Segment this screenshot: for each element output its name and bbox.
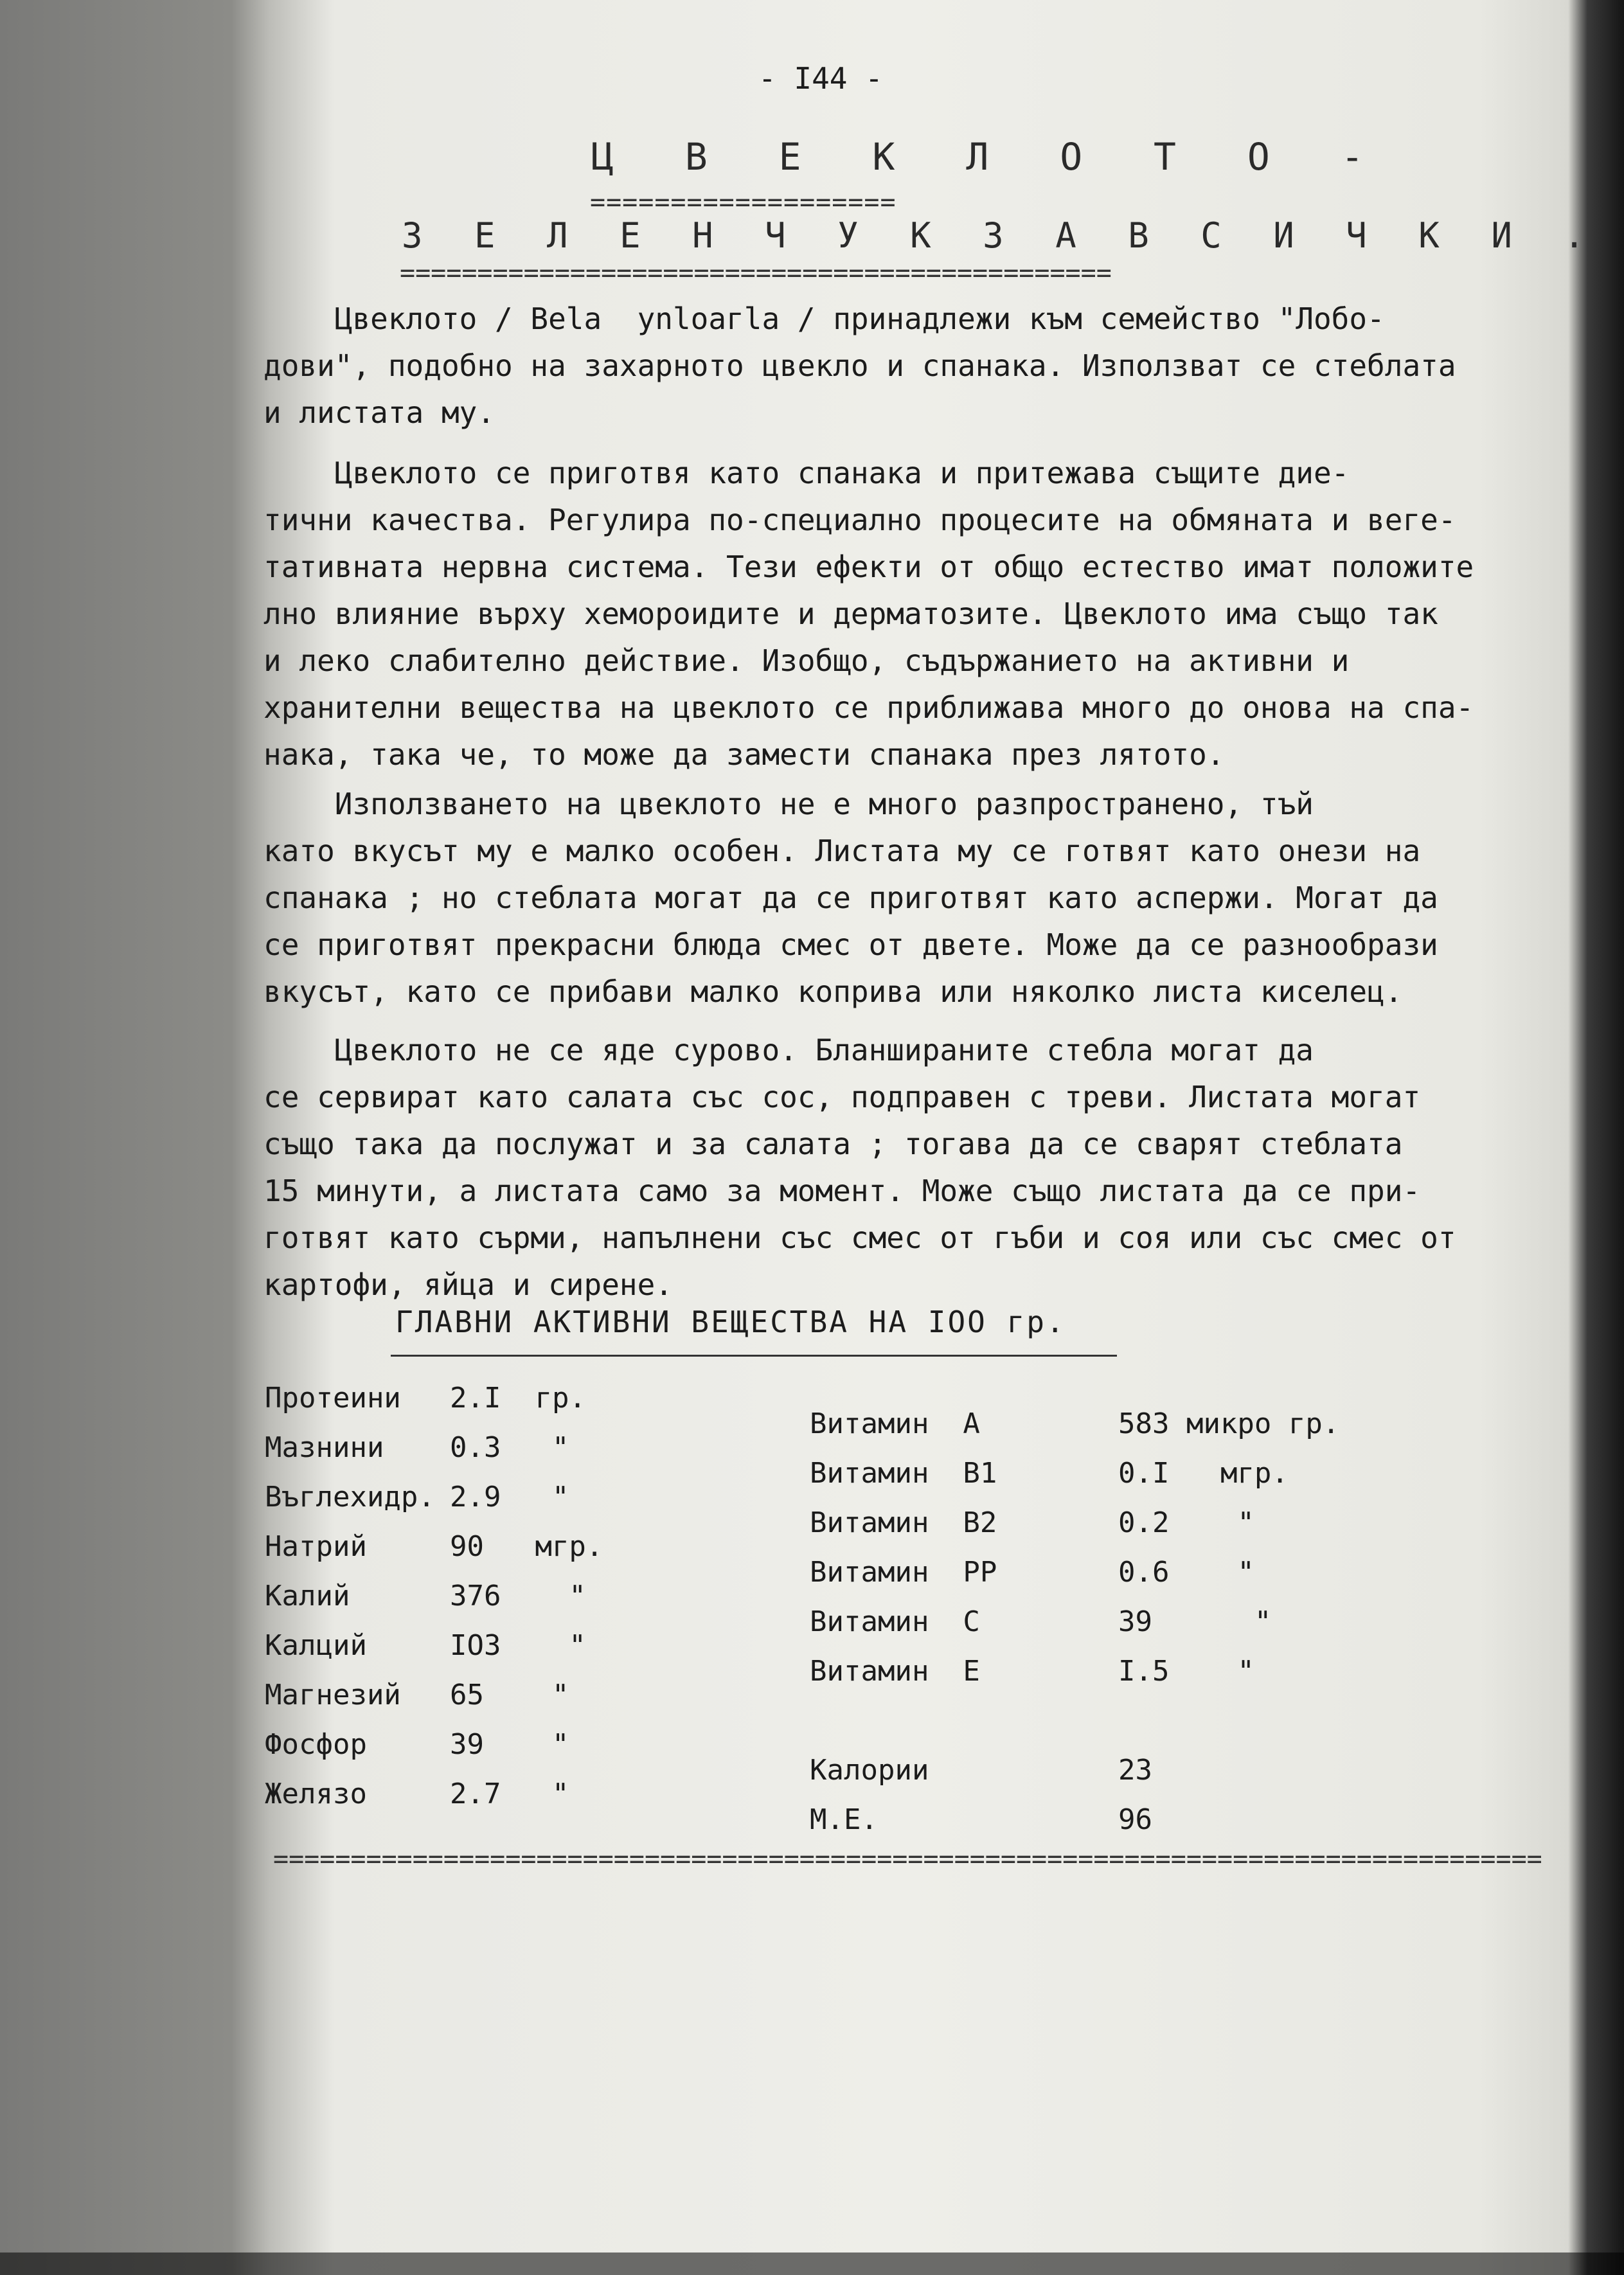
vitamin-value-row: 0.6 ": [1118, 1556, 1254, 1589]
vitamin-name-row: Витамин Е: [810, 1655, 980, 1688]
vitamin-value-row: 0.I мгр.: [1118, 1457, 1289, 1490]
vitamin-value-row: I.5 ": [1118, 1655, 1254, 1688]
vitamin-name-row: Витамин С: [810, 1605, 980, 1638]
vitamin-value-row: 96: [1118, 1803, 1152, 1836]
nutrient-name-row: Натрий: [265, 1530, 367, 1563]
vitamin-value-row: 39 ": [1118, 1605, 1272, 1638]
nutrient-value-row: 376 ": [450, 1580, 586, 1612]
title-underline-2: ==============================================: [400, 258, 1112, 288]
vitamin-name-row: Витамин РР: [810, 1556, 997, 1589]
title-line-2: З Е Л Е Н Ч У К З А В С И Ч К И .: [402, 215, 1600, 256]
page-number: - I44 -: [758, 61, 883, 96]
bleed-through-text: [0, 212, 257, 2204]
title-underline-1: ===================: [590, 188, 897, 217]
vitamin-name-row: Витамин В2: [810, 1506, 997, 1539]
paragraph-2: Цвеклото се приготвя като спанака и притежава същите дие- тични качества. Регулира по-специално процесите на обмяната и веге- тативната нервна система. Тези ефекти от общо естество имат положите лно влияние върху хемороидите и дерматозите. Цвеклото има също так и леко слабително действие. Изобщо, съдържанието на активни и хранителни вещества на цвеклото се приближава много до онова на спа- нака, така че, то може да замести спанака през лятото.: [263, 456, 1474, 772]
table-title: ГЛАВНИ АКТИВНИ ВЕЩЕСТВА НА IOO гр.: [395, 1305, 1066, 1339]
nutrient-name-row: Магнезий: [265, 1679, 401, 1711]
nutrient-name-row: Въглехидр.: [265, 1481, 435, 1513]
nutrient-name-row: Желязо: [265, 1778, 367, 1810]
nutrient-name-row: Мазнини: [265, 1431, 384, 1464]
vitamin-value-row: 583 микро гр.: [1118, 1407, 1340, 1440]
nutrient-value-row: 2.9 ": [450, 1481, 569, 1513]
nutrient-value-row: 90 мгр.: [450, 1530, 603, 1563]
nutrient-value-row: 39 ": [450, 1728, 569, 1761]
vitamin-name-row: Калории: [810, 1754, 929, 1787]
nutrient-value-row: 2.I гр.: [450, 1382, 586, 1414]
vitamin-name-row: Витамин В1: [810, 1457, 997, 1490]
vitamin-value-row: 23: [1118, 1754, 1152, 1787]
table-title-underline: [391, 1355, 1117, 1357]
vitamin-value-row: 0.2 ": [1118, 1506, 1254, 1539]
scan-edge: [0, 2253, 1624, 2275]
nutrient-name-row: Протеини: [265, 1382, 401, 1414]
vitamin-name-row: Витамин А: [810, 1407, 980, 1440]
bottom-rule: ==================================================================================: [273, 1844, 1542, 1874]
title-line-1: Ц В Е К Л О Т О -: [591, 135, 1388, 179]
nutrient-value-row: 65 ": [450, 1679, 569, 1711]
paragraph-1: Цвеклото / Веlа уnlоагlа / принадлежи към семейство "Лобо- дови", подобно на захарното цвекло и спанака. Използват се стеблата и листата му.: [263, 301, 1456, 430]
paragraph-3: Използването на цвеклото не е много разпространено, тъй като вкусът му е малко особен. Листата му се готвят като онези на спанака ; но стеблата могат да се приготвят като аспержи. Могат да се приготвят прекрасни блюда смес от двете. Може да се разнообрази вкусът, като се прибави малко коприва или няколко листа киселец.: [263, 787, 1438, 1009]
nutrient-name-row: Калий: [265, 1580, 350, 1612]
nutrient-name-row: Калций: [265, 1629, 367, 1662]
vitamin-name-row: М.Е.: [810, 1803, 878, 1836]
nutrient-name-row: Фосфор: [265, 1728, 367, 1761]
paragraph-4: Цвеклото не се яде сурово. Бланшираните стебла могат да се сервират като салата със сос, подправен с треви. Листата могат също така да послужат и за салата ; тогава да се сварят стеблата 15 минути, а листата само за момент. Може също листата да се при- готвят като сърми, напълнени със смес от гъби и соя или със смес от картофи, яйца и сирене.: [263, 1033, 1456, 1302]
nutrient-value-row: 2.7 ": [450, 1778, 569, 1810]
nutrient-value-row: 0.3 ": [450, 1431, 569, 1464]
nutrient-value-row: IO3 ": [450, 1629, 586, 1662]
